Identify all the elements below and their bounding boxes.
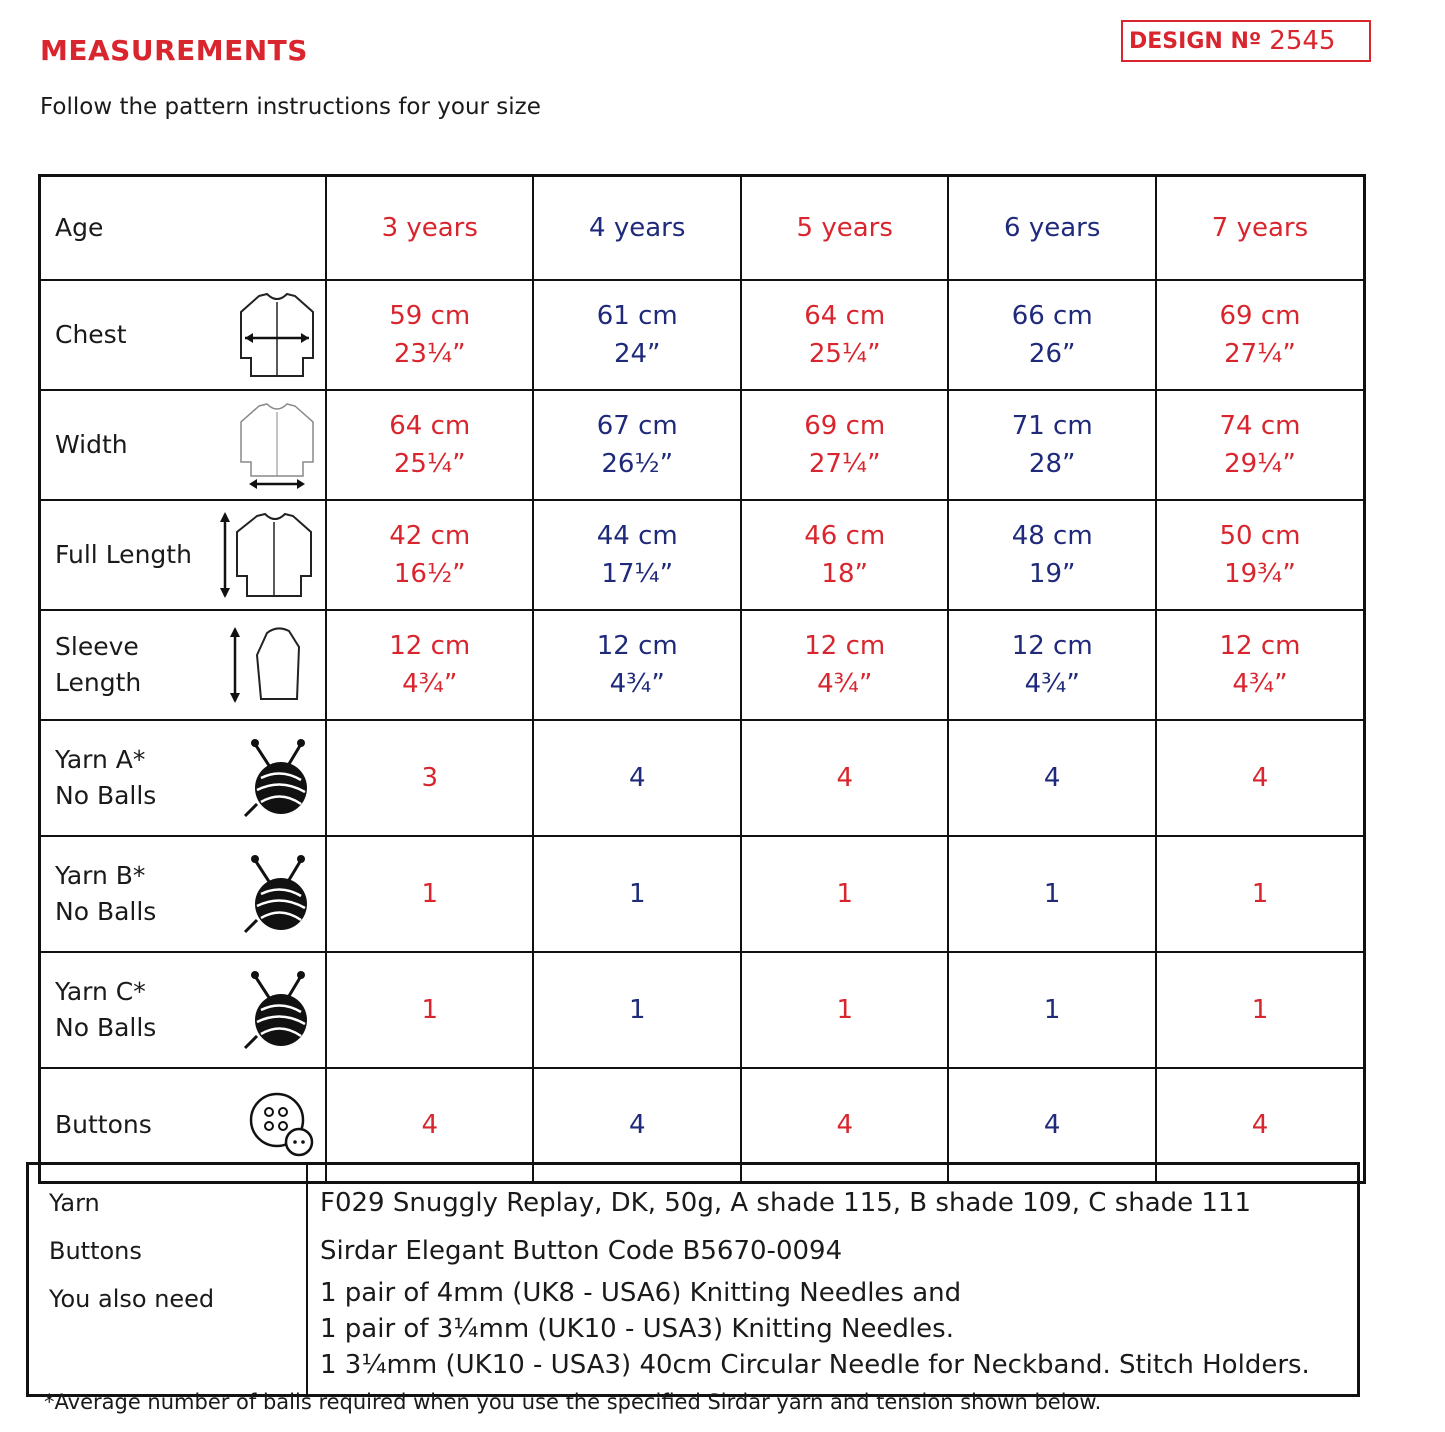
value-cell: 12 cm 4¾” [741, 610, 948, 720]
table-row-chest [40, 280, 1365, 390]
table-row-full-length [40, 500, 1365, 610]
value-cell: 74 cm 29¼” [1156, 390, 1365, 500]
table-row-yarn-b [40, 836, 1365, 952]
age-cell: 4 years [533, 176, 740, 281]
row-label: Yarn B* No Balls [55, 861, 157, 926]
value-cell: 1 [1156, 836, 1365, 952]
value-cell: 64 cm 25¼” [741, 280, 948, 390]
subtitle: Follow the pattern instructions for your size [40, 94, 541, 120]
row-label: Yarn A* No Balls [55, 745, 157, 810]
row-label-cell [40, 720, 327, 836]
value-cell: 4 [948, 720, 1155, 836]
value-cell: 59 cm 23¼” [326, 280, 533, 390]
value-cell: 42 cm 16½” [326, 500, 533, 610]
value-cell: 64 cm 25¼” [326, 390, 533, 500]
table-row-age [40, 176, 1365, 281]
value-cell: 4 [1156, 1068, 1365, 1183]
buttons-label: Buttons [49, 1237, 142, 1265]
page-title: MEASUREMENTS [40, 34, 308, 67]
measurements-table [38, 174, 1366, 1184]
yarn-ball-icon [241, 738, 317, 818]
row-label: Chest [55, 320, 127, 349]
value-cell: 67 cm 26½” [533, 390, 740, 500]
value-cell: 48 cm 19” [948, 500, 1155, 610]
value-cell: 12 cm 4¾” [1156, 610, 1365, 720]
value-cell: 46 cm 18” [741, 500, 948, 610]
value-cell: 1 [533, 952, 740, 1068]
value-cell: 44 cm 17¼” [533, 500, 740, 610]
value-cell: 61 cm 24” [533, 280, 740, 390]
row-label-cell [40, 610, 327, 720]
row-label: Sleeve Length [55, 632, 142, 697]
value-cell: 4 [533, 1068, 740, 1183]
table-row-sleeve-length [40, 610, 1365, 720]
value-cell: 12 cm 4¾” [533, 610, 740, 720]
age-cell: 6 years [948, 176, 1155, 281]
value-cell: 1 [326, 836, 533, 952]
table-row-yarn-a [40, 720, 1365, 836]
materials-values [307, 1164, 1359, 1396]
row-label: Width [55, 430, 128, 459]
table-row-width [40, 390, 1365, 500]
value-cell: 50 cm 19¾” [1156, 500, 1365, 610]
value-cell: 4 [326, 1068, 533, 1183]
value-cell: 1 [326, 952, 533, 1068]
value-cell: 4 [533, 720, 740, 836]
value-cell: 3 [326, 720, 533, 836]
value-cell: 66 cm 26” [948, 280, 1155, 390]
design-number-box [1121, 20, 1371, 62]
also-need-line: 1 pair of 3¼mm (UK10 - USA3) Knitting Needles. [320, 1314, 954, 1344]
yarn-value: F029 Snuggly Replay, DK, 50g, A shade 115, B shade 109, C shade 111 [320, 1188, 1252, 1218]
materials-table [26, 1162, 1360, 1397]
value-cell: 69 cm 27¼” [1156, 280, 1365, 390]
table-row-yarn-c [40, 952, 1365, 1068]
row-label-cell [40, 280, 327, 390]
buttons-icon [247, 1090, 317, 1160]
value-cell: 1 [741, 836, 948, 952]
value-cell: 4 [1156, 720, 1365, 836]
value-cell: 4 [948, 1068, 1155, 1183]
age-cell: 7 years [1156, 176, 1365, 281]
row-label-cell [40, 390, 327, 500]
design-number: 2545 [1269, 26, 1336, 56]
value-cell: 12 cm 4¾” [326, 610, 533, 720]
sleeve-length-icon [227, 625, 317, 705]
also-need-label: You also need [49, 1285, 215, 1313]
row-label: Age [55, 213, 104, 242]
footnote: *Average number of balls required when you use the specified Sirdar yarn and tension shown below. [44, 1390, 1102, 1414]
row-label-cell [40, 500, 327, 610]
row-label: Buttons [55, 1110, 152, 1139]
row-label-cell [40, 952, 327, 1068]
design-label: DESIGN Nº [1129, 28, 1262, 54]
row-label-cell [40, 836, 327, 952]
materials-labels [28, 1164, 308, 1396]
cardigan-length-icon [217, 510, 317, 600]
age-cell: 3 years [326, 176, 533, 281]
buttons-value: Sirdar Elegant Button Code B5670-0094 [320, 1236, 843, 1266]
yarn-ball-icon [241, 970, 317, 1050]
value-cell: 1 [741, 952, 948, 1068]
value-cell: 1 [948, 836, 1155, 952]
row-label: Full Length [55, 540, 192, 569]
also-need-line: 1 pair of 4mm (UK8 - USA6) Knitting Needles and [320, 1278, 962, 1308]
also-need-line: 1 3¼mm (UK10 - USA3) 40cm Circular Needle for Neckband. Stitch Holders. [320, 1350, 1310, 1380]
value-cell: 4 [741, 1068, 948, 1183]
value-cell: 1 [1156, 952, 1365, 1068]
value-cell: 1 [533, 836, 740, 952]
row-label: Yarn C* No Balls [55, 977, 157, 1042]
yarn-label: Yarn [49, 1189, 100, 1217]
value-cell: 71 cm 28” [948, 390, 1155, 500]
value-cell: 12 cm 4¾” [948, 610, 1155, 720]
age-cell: 5 years [741, 176, 948, 281]
row-label-cell [40, 176, 327, 281]
value-cell: 69 cm 27¼” [741, 390, 948, 500]
value-cell: 1 [948, 952, 1155, 1068]
cardigan-width-icon [237, 400, 317, 490]
yarn-ball-icon [241, 854, 317, 934]
value-cell: 4 [741, 720, 948, 836]
cardigan-chest-icon [237, 290, 317, 380]
